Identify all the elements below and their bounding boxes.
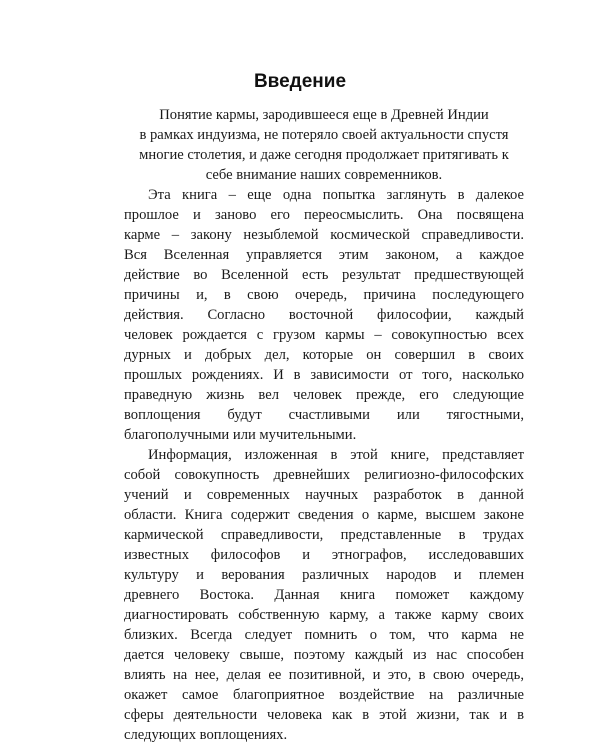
text-line: Эта книга – еще одна попытка заглянуть в далекое <box>148 187 524 203</box>
text-line: действия. Согласно восточной философии, каждый <box>124 307 524 323</box>
text-line: дурных и добрых дел, которые он совершил в своих <box>124 347 524 363</box>
text-line: влиять на нее, делая ее позитивной, и это, в свою очередь, <box>124 667 524 683</box>
text-line: Вся Вселенная управляется этим законом, а каждое <box>124 247 524 263</box>
text-line: многие столетия, и даже сегодня продолжает притягивать к <box>139 147 509 163</box>
text-line: человек рождается с грузом кармы – совокупностью всех <box>124 327 524 343</box>
text-line: кармической справедливости, представленные в трудах <box>124 527 524 543</box>
text-line: себе внимание наших современников. <box>205 167 443 183</box>
text-line: воплощения будут счастливыми или тягостными, <box>124 407 524 423</box>
text-line: учений и современных научных разработок в данной <box>124 487 524 503</box>
text-line: области. Книга содержит сведения о карме, высшем законе <box>124 507 524 523</box>
text-line: культуру и верования различных народов и племен <box>124 567 524 583</box>
text-line: карме – закону незыблемой космической справедливости. <box>124 227 524 243</box>
paragraph-3 <box>124 445 524 745</box>
page-title: Введение <box>253 71 347 92</box>
text-line: известных философов и этнографов, исследовавших <box>124 547 524 563</box>
text-line: сферы деятельности человека как в этой жизни, так и в <box>124 707 524 723</box>
text-line: следующих воплощениях. <box>124 727 288 743</box>
text-line: древнего Востока. Данная книга поможет каждому <box>124 587 524 603</box>
text-line: действие во Вселенной есть результат предшествующей <box>124 267 524 283</box>
text-line: прошлых рождениях. И в зависимости от того, насколько <box>124 367 524 383</box>
text-line: благополучными или мучительными. <box>124 427 357 443</box>
text-line: Информация, изложенная в этой книге, представляет <box>148 447 524 463</box>
text-line: окажет самое благоприятное воздействие на различные <box>124 687 524 703</box>
text-line: в рамках индуизма, не потеряло своей актуальности спустя <box>139 127 509 143</box>
text-line: близких. Всегда следует помнить о том, что карма не <box>124 627 524 643</box>
text-line: дается человеку свыше, поэтому каждый из нас способен <box>124 647 524 663</box>
text-line: праведную жизнь вел человек прежде, его следующие <box>124 387 524 403</box>
paragraph-2 <box>124 185 524 445</box>
text-line: прошлое и заново его переосмыслить. Она посвящена <box>124 207 524 223</box>
text-line: причины и, в свою очередь, причина последующего <box>124 287 524 303</box>
paragraph-1 <box>124 105 524 185</box>
text-line: собой совокупность древнейших религиозно-философских <box>124 467 524 483</box>
text-line: Понятие кармы, зародившееся еще в Древней Индии <box>159 107 489 123</box>
text-line: диагностировать собственную карму, а также карму своих <box>124 607 524 623</box>
body-text <box>124 105 524 745</box>
